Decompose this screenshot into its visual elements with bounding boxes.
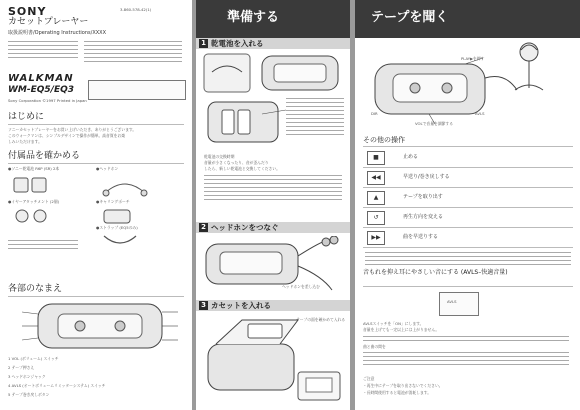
- ops-divider: [363, 146, 573, 147]
- page-title: テープを聞く: [371, 10, 449, 25]
- avls-switch-illustration: [439, 292, 479, 316]
- headphone-label: ヘッドホンを差し込む: [282, 284, 320, 289]
- footer-line: 曲と曲の間を: [363, 344, 386, 349]
- ops-row-divider: [363, 227, 573, 228]
- parts-heading: 各部のなまえ: [8, 284, 63, 294]
- notice-box: [88, 80, 186, 100]
- section-title: 乾電池を入れる: [211, 39, 264, 48]
- intro-heading: はじめに: [8, 112, 45, 122]
- parts-divider: [8, 296, 184, 297]
- stop-icon: ■: [367, 151, 385, 165]
- accessories-divider: [8, 163, 184, 164]
- ops-heading: その他の操作: [363, 136, 405, 144]
- copyright: Sony Corporation ©1997 Printed in Japan: [8, 98, 87, 103]
- accessory-item: ●ヘッドホン: [96, 166, 119, 171]
- panel-playback: [355, 0, 580, 410]
- step-number-2: 2: [199, 223, 208, 232]
- battery-note: 音量が小さくなったり、音が歪んだり: [204, 160, 269, 165]
- doc-subtitle: 取扱説明書/Operating Instructions/XXXX: [8, 30, 107, 36]
- op-text: 再生方向を変える: [403, 214, 444, 220]
- cassette-label: テープの面を確かめて入れる: [296, 317, 346, 322]
- accessory-item: ●キャリングポーチ: [96, 199, 130, 204]
- ops-row-divider: [363, 247, 573, 248]
- cover-text-block: [8, 41, 78, 61]
- panel-cover: [0, 0, 192, 410]
- volume-label: VOLで音量を調節する: [415, 121, 454, 126]
- avls-divider: [363, 286, 573, 287]
- footer-text-lines: [363, 336, 569, 344]
- step-number-3: 3: [199, 301, 208, 310]
- ops-row-divider: [363, 207, 573, 208]
- parts-item: 2 テープ押さえ: [8, 365, 35, 370]
- ops-row-divider: [363, 187, 573, 188]
- header-bar: [355, 0, 580, 38]
- battery-note: 乾電池の交換時期: [204, 154, 235, 159]
- dir-label: DIR: [371, 111, 378, 116]
- footer-line: ・長時間使用すると電池が消耗します。: [363, 390, 432, 395]
- op-text: 曲を早送りする: [403, 234, 439, 240]
- accessory-notes: [8, 240, 78, 252]
- headphone-connection-diagram: [202, 236, 346, 294]
- fast-forward-icon: ▶▶: [367, 231, 385, 245]
- parts-item: 1 VOL (ボリューム) スイッチ: [8, 356, 59, 361]
- section-title: カセットを入れる: [211, 301, 271, 310]
- sony-logo: SONY: [8, 5, 47, 18]
- footer-line: 音量を上げても一定以上には上がりません。: [363, 327, 440, 332]
- headphones-icon: [100, 175, 150, 197]
- accessory-item: ●ソニー乾電池 R6P (SR) 2本: [8, 166, 60, 171]
- accessories-heading: 付属品を確かめる: [8, 151, 81, 161]
- header-bar: [196, 0, 350, 38]
- parts-item: 4 AVLS (オートボリュームリミッターシステム) スイッチ: [8, 383, 106, 388]
- op-text: 止める: [403, 154, 419, 160]
- footer-text-lines: [363, 352, 569, 368]
- cassette-insertion-diagram: [202, 314, 346, 406]
- section-title: ヘッドホンをつなぐ: [211, 223, 279, 232]
- accessory-item: ●イヤーアタッチメント (2個): [8, 199, 60, 204]
- eject-icon: ▲: [367, 191, 385, 205]
- step-number-1: 1: [199, 39, 208, 48]
- intro-divider: [8, 124, 184, 125]
- battery-note-lines: [204, 175, 342, 203]
- avls-switch-label: AVLS: [447, 299, 457, 304]
- avls-heading: 音もれを抑え耳にやさしい音にする (AVLS–快適音量): [363, 269, 508, 276]
- battery-icon: [12, 175, 52, 195]
- doc-code: 3-860-578-42(1): [120, 7, 152, 12]
- footer-line: ・再生中にテープを取り出さないでください。: [363, 383, 443, 388]
- intro-line: ソニーカセットプレーヤーをお買い上げいただき、ありがとうございます。: [8, 127, 137, 132]
- avls-label: AVLS: [475, 111, 485, 116]
- pouch-icon: [100, 207, 140, 225]
- accessory-item: ●ストラップ (EQ5のみ): [96, 225, 138, 230]
- doc-title: カセットプレーヤー: [8, 17, 89, 27]
- footer-line: AVLSスイッチを「ON」にします。: [363, 321, 424, 326]
- footer-line: ご注意: [363, 376, 375, 381]
- play-label: PLAY▶を押す: [461, 56, 485, 61]
- parts-item: 5 テープ巻き戻しボタン: [8, 392, 50, 397]
- step1-notes: [286, 98, 344, 138]
- strap-icon: [100, 232, 140, 250]
- ear-attachment-icon: [12, 207, 52, 225]
- intro-line: しみいただけます。: [8, 139, 42, 144]
- parts-item: 3 ヘッドホンジャック: [8, 374, 46, 379]
- ops-footnotes: [365, 252, 571, 268]
- player-parts-diagram: [20, 300, 180, 352]
- intro-line: このウォークマンは、シンプルデザインで操作が簡単。高音質をお楽: [8, 133, 126, 138]
- panel-preparation: [196, 0, 350, 410]
- page-title: 準備する: [227, 10, 280, 25]
- battery-note: したら、新しい乾電池と交換してください。: [204, 166, 280, 171]
- cover-text-block-2: [84, 41, 182, 65]
- ops-row-divider: [363, 167, 573, 168]
- walkman-logo: WALKMAN: [8, 73, 74, 84]
- rewind-icon: ◀◀: [367, 171, 385, 185]
- model-number: WM-EQ5/EQ3: [8, 85, 75, 95]
- op-text: 早送り/巻き戻しする: [403, 174, 450, 180]
- op-text: テープを取り出す: [403, 194, 443, 200]
- direction-icon: ↺: [367, 211, 385, 225]
